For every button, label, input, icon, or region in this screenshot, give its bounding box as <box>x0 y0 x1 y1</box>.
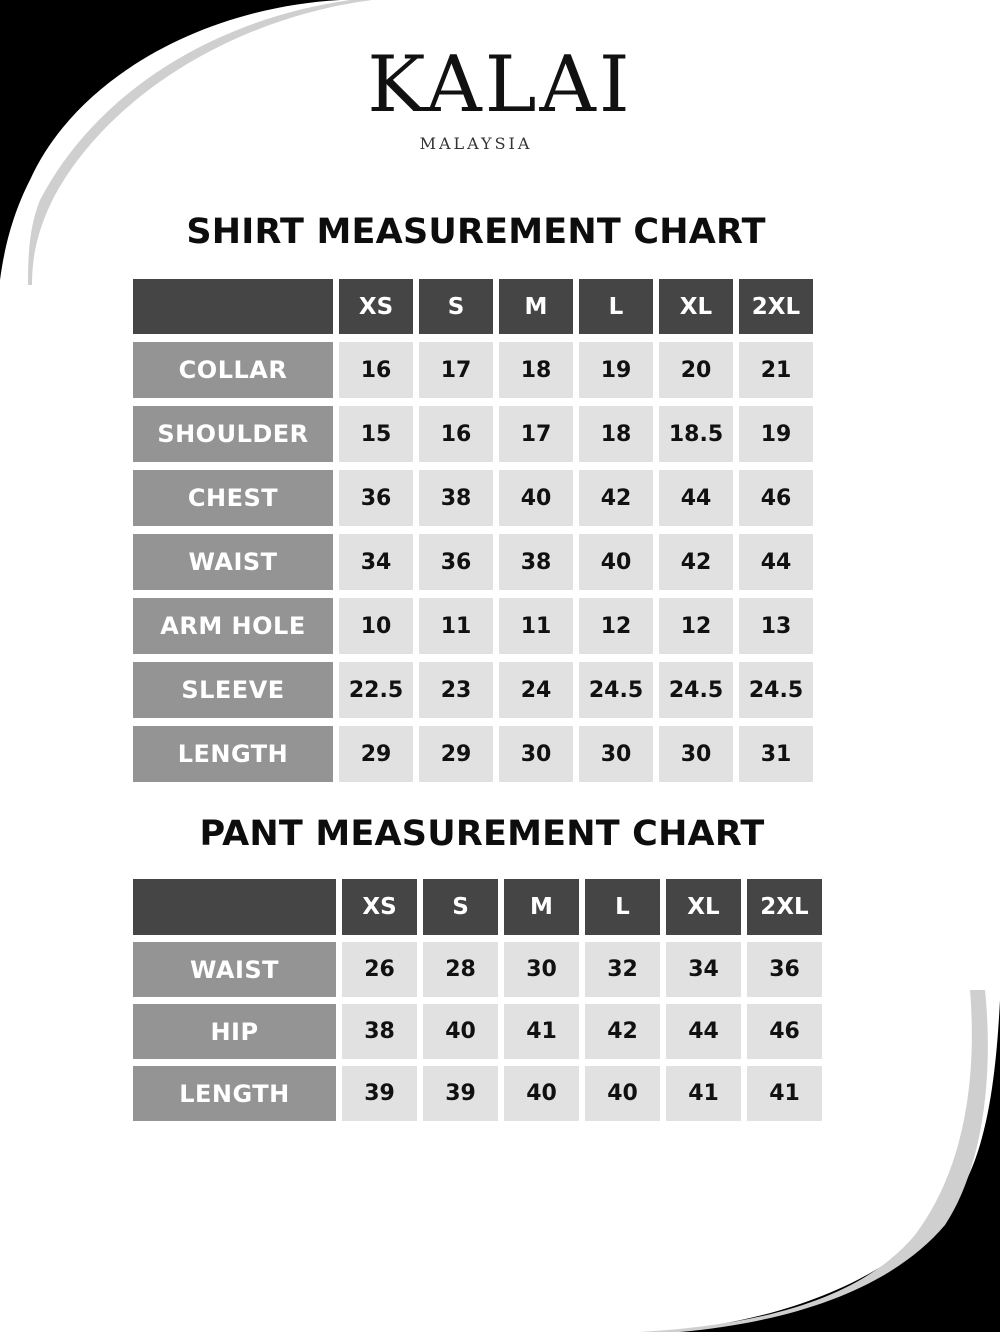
table-cell: 40 <box>504 1066 579 1121</box>
table-cell: 30 <box>504 942 579 997</box>
table-cell: 24.5 <box>739 662 813 718</box>
table-cell: 44 <box>659 470 733 526</box>
table-header-row <box>133 279 813 334</box>
table-row <box>133 662 813 718</box>
table-cell: 40 <box>579 534 653 590</box>
table-cell: 26 <box>342 942 417 997</box>
size-header-l: L <box>579 279 653 334</box>
table-cell: 38 <box>499 534 573 590</box>
table-cell: 17 <box>419 342 493 398</box>
table-cell: 31 <box>739 726 813 782</box>
table-cell: 30 <box>659 726 733 782</box>
table-cell: 20 <box>659 342 733 398</box>
row-label-waist: WAIST <box>133 534 333 590</box>
table-cell: 30 <box>579 726 653 782</box>
table-cell: 36 <box>419 534 493 590</box>
table-cell: 16 <box>339 342 413 398</box>
table-cell: 23 <box>419 662 493 718</box>
table-cell: 29 <box>419 726 493 782</box>
table-cell: 19 <box>579 342 653 398</box>
row-label-chest: CHEST <box>133 470 333 526</box>
row-label-arm-hole: ARM HOLE <box>133 598 333 654</box>
table-cell: 38 <box>342 1004 417 1059</box>
table-cell: 40 <box>499 470 573 526</box>
table-row <box>133 406 813 462</box>
table-cell: 42 <box>659 534 733 590</box>
brand-subtitle: MALAYSIA <box>419 134 533 153</box>
table-cell: 36 <box>747 942 822 997</box>
table-cell: 18.5 <box>659 406 733 462</box>
table-row <box>133 342 813 398</box>
table-cell: 36 <box>339 470 413 526</box>
row-label-waist: WAIST <box>133 942 336 997</box>
table-cell: 24 <box>499 662 573 718</box>
table-cell: 46 <box>739 470 813 526</box>
table-cell: 29 <box>339 726 413 782</box>
table-cell: 41 <box>747 1066 822 1121</box>
table-cell: 13 <box>739 598 813 654</box>
table-row <box>133 1066 822 1121</box>
table-cell: 21 <box>739 342 813 398</box>
shirt-chart-title: SHIRT MEASUREMENT CHART <box>186 212 766 252</box>
table-cell: 41 <box>504 1004 579 1059</box>
size-header-m: M <box>499 279 573 334</box>
table-row <box>133 598 813 654</box>
table-cell: 17 <box>499 406 573 462</box>
table-cell: 46 <box>747 1004 822 1059</box>
row-label-hip: HIP <box>133 1004 336 1059</box>
table-cell: 11 <box>499 598 573 654</box>
table-cell: 42 <box>579 470 653 526</box>
table-cell: 15 <box>339 406 413 462</box>
table-cell: 44 <box>666 1004 741 1059</box>
table-cell: 34 <box>339 534 413 590</box>
table-cell: 12 <box>579 598 653 654</box>
size-header-xl: XL <box>659 279 733 334</box>
pant-measurement-table <box>127 872 828 1128</box>
pant-chart-title: PANT MEASUREMENT CHART <box>199 814 765 854</box>
table-cell: 12 <box>659 598 733 654</box>
table-cell: 34 <box>666 942 741 997</box>
table-cell: 41 <box>666 1066 741 1121</box>
size-header-m: M <box>504 879 579 935</box>
table-cell: 16 <box>419 406 493 462</box>
header-corner-cell <box>133 879 336 935</box>
table-cell: 44 <box>739 534 813 590</box>
row-label-length: LENGTH <box>133 726 333 782</box>
size-header-s: S <box>423 879 498 935</box>
size-header-2xl: 2XL <box>739 279 813 334</box>
table-cell: 24.5 <box>579 662 653 718</box>
table-row <box>133 942 822 997</box>
table-cell: 42 <box>585 1004 660 1059</box>
table-cell: 30 <box>499 726 573 782</box>
table-cell: 22.5 <box>339 662 413 718</box>
table-cell: 40 <box>585 1066 660 1121</box>
size-header-xs: XS <box>342 879 417 935</box>
table-row <box>133 534 813 590</box>
brand-logo-text: KALAI <box>367 40 633 130</box>
table-header-row <box>133 879 822 935</box>
row-label-shoulder: SHOULDER <box>133 406 333 462</box>
row-label-collar: COLLAR <box>133 342 333 398</box>
table-row <box>133 470 813 526</box>
size-header-xs: XS <box>339 279 413 334</box>
table-cell: 10 <box>339 598 413 654</box>
table-row <box>133 726 813 782</box>
table-cell: 40 <box>423 1004 498 1059</box>
row-label-length: LENGTH <box>133 1066 336 1121</box>
table-cell: 39 <box>423 1066 498 1121</box>
row-label-sleeve: SLEEVE <box>133 662 333 718</box>
size-header-l: L <box>585 879 660 935</box>
table-row <box>133 1004 822 1059</box>
shirt-measurement-table <box>127 271 819 790</box>
header-corner-cell <box>133 279 333 334</box>
table-cell: 24.5 <box>659 662 733 718</box>
size-header-s: S <box>419 279 493 334</box>
table-cell: 19 <box>739 406 813 462</box>
table-cell: 18 <box>579 406 653 462</box>
size-header-xl: XL <box>666 879 741 935</box>
table-cell: 11 <box>419 598 493 654</box>
table-cell: 32 <box>585 942 660 997</box>
size-header-2xl: 2XL <box>747 879 822 935</box>
table-cell: 28 <box>423 942 498 997</box>
table-cell: 39 <box>342 1066 417 1121</box>
table-cell: 38 <box>419 470 493 526</box>
table-cell: 18 <box>499 342 573 398</box>
